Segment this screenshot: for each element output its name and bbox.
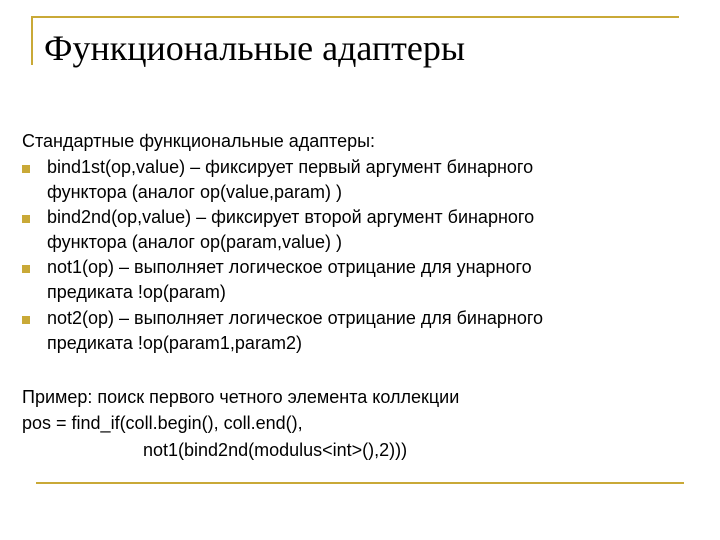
bullet-3-line-2: предиката !op(param) xyxy=(47,282,226,302)
code-line-1: pos = find_if(coll.begin(), coll.end(), xyxy=(22,413,303,433)
bullet-1-line-2: функтора (аналог op(value,param) ) xyxy=(47,182,342,202)
slide-title: Функциональные адаптеры xyxy=(44,28,466,68)
bottom-rule xyxy=(36,482,684,484)
bullet-3-line-1: not1(op) – выполняет логическое отрицание для унарного xyxy=(47,257,532,277)
bullet-marker-4 xyxy=(22,316,30,324)
bullet-4-line-1: not2(op) – выполняет логическое отрицание для бинарного xyxy=(47,308,544,328)
code-line-2: not1(bind2nd(modulus<int>(),2))) xyxy=(143,440,408,460)
example-caption: Пример: поиск первого четного элемента коллекции xyxy=(22,387,460,407)
bullet-marker-3 xyxy=(22,265,30,273)
top-rule xyxy=(31,16,679,18)
intro-text: Стандартные функциональные адаптеры: xyxy=(22,131,376,151)
bullet-2-line-2: функтора (аналог op(param,value) ) xyxy=(47,232,342,252)
bullet-marker-2 xyxy=(22,215,30,223)
bullet-2-line-1: bind2nd(op,value) – фиксирует второй аргумент бинарного xyxy=(47,207,535,227)
bullet-marker-1 xyxy=(22,165,30,173)
left-rule xyxy=(31,16,33,65)
bullet-1-line-1: bind1st(op,value) – фиксирует первый аргумент бинарного xyxy=(47,157,534,177)
bullet-4-line-2: предиката !op(param1,param2) xyxy=(47,333,302,353)
